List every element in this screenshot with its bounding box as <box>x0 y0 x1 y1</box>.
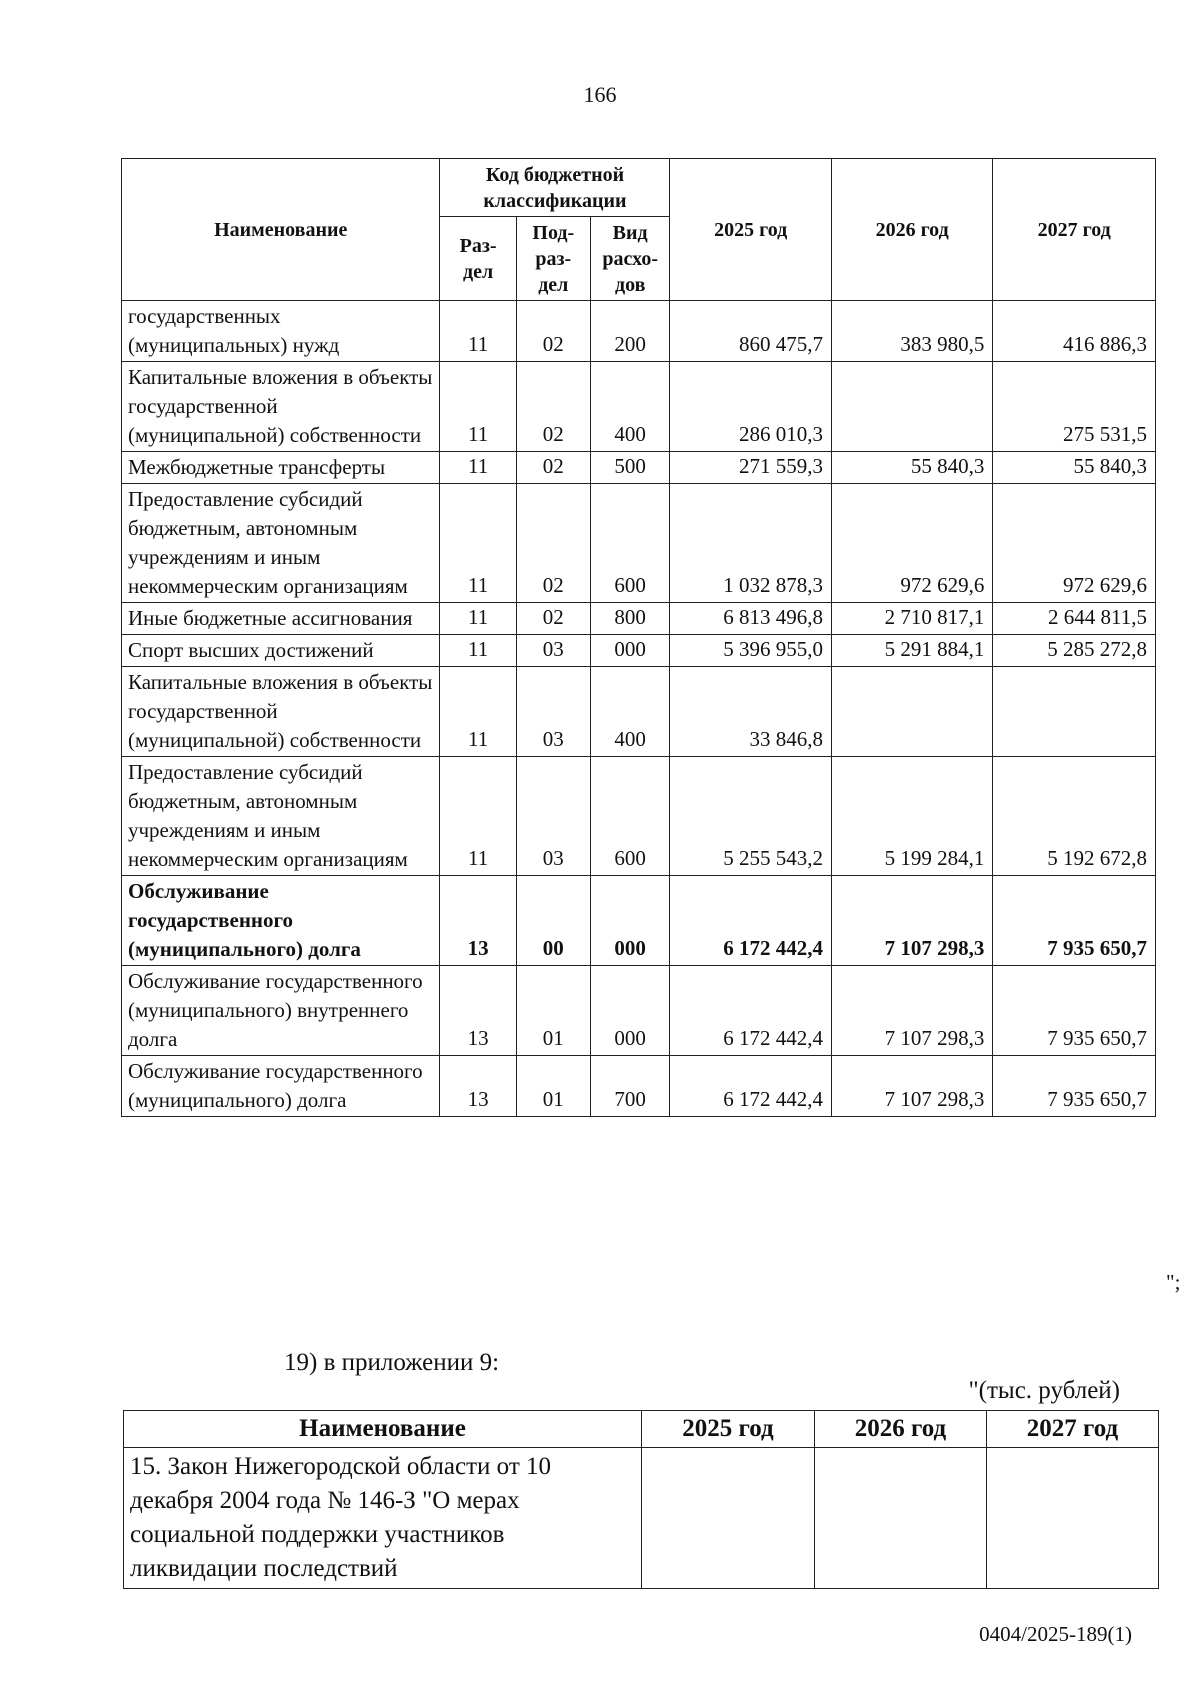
row-value-2025: 33 846,8 <box>670 667 831 757</box>
row-name: Иные бюджетные ассигнования <box>122 603 440 635</box>
table-row <box>122 362 1156 452</box>
row-value-2026: 972 629,6 <box>831 484 992 603</box>
row-expense-type: 500 <box>590 452 670 484</box>
page-number: 166 <box>583 82 617 107</box>
row-value-2026: 5 291 884,1 <box>831 635 992 667</box>
row-value-2027: 5 285 272,8 <box>993 635 1156 667</box>
header-code-group: Код бюджетной классификации <box>440 159 670 217</box>
row-value-2026 <box>831 362 992 452</box>
row-name: Предоставление субсидий бюджетным, автономным учреждениям и иным некоммерческим организациям <box>122 757 440 876</box>
row-value-2025: 286 010,3 <box>670 362 831 452</box>
table-row <box>122 635 1156 667</box>
header-2027: 2027 год <box>993 159 1156 301</box>
row-value-2026: 7 107 298,3 <box>831 876 992 966</box>
row-value-2026: 2 710 817,1 <box>831 603 992 635</box>
table-row <box>122 667 1156 757</box>
row-name: Обслуживание государственного (муниципального) долга <box>122 1056 440 1117</box>
header-section: Раз- дел <box>440 217 516 301</box>
header-2027: 2027 год <box>987 1411 1159 1448</box>
row-section: 11 <box>440 667 516 757</box>
row-expense-type: 600 <box>590 757 670 876</box>
row-name: Спорт высших достижений <box>122 635 440 667</box>
row-name: Предоставление субсидий бюджетным, автономным учреждениям и иным некоммерческим организациям <box>122 484 440 603</box>
row-value-2027 <box>987 1448 1159 1589</box>
table-row <box>122 603 1156 635</box>
row-value-2025: 1 032 878,3 <box>670 484 831 603</box>
header-name: Наименование <box>122 159 440 301</box>
row-value-2027 <box>993 667 1156 757</box>
row-value-2026: 383 980,5 <box>831 301 992 362</box>
row-value-2025: 5 255 543,2 <box>670 757 831 876</box>
row-value-2027: 7 935 650,7 <box>993 876 1156 966</box>
row-subsection: 02 <box>516 452 590 484</box>
row-value-2026: 55 840,3 <box>831 452 992 484</box>
section-title: 19) в приложении 9: <box>284 1349 500 1376</box>
row-subsection: 00 <box>516 876 590 966</box>
row-value-2027: 7 935 650,7 <box>993 966 1156 1056</box>
header-expense-type: Вид расхо- дов <box>590 217 670 301</box>
row-name: государственных (муниципальных) нужд <box>122 301 440 362</box>
row-expense-type: 000 <box>590 966 670 1056</box>
row-section: 13 <box>440 1056 516 1117</box>
row-value-2027: 2 644 811,5 <box>993 603 1156 635</box>
budget-classification-table <box>121 158 1156 1117</box>
row-expense-type: 400 <box>590 362 670 452</box>
row-name: Капитальные вложения в объекты государственной (муниципальной) собственности <box>122 667 440 757</box>
row-value-2025: 6 813 496,8 <box>670 603 831 635</box>
units-note: "(тыс. рублей) <box>968 1377 1120 1404</box>
row-section: 13 <box>440 876 516 966</box>
row-name: Межбюджетные трансферты <box>122 452 440 484</box>
row-section: 11 <box>440 757 516 876</box>
row-section: 13 <box>440 966 516 1056</box>
row-expense-type: 200 <box>590 301 670 362</box>
table-row <box>122 301 1156 362</box>
row-subsection: 02 <box>516 301 590 362</box>
table-row <box>122 966 1156 1056</box>
row-value-2025: 6 172 442,4 <box>670 1056 831 1117</box>
row-name: Обслуживание государственного (муниципального) долга <box>122 876 440 966</box>
row-value-2027: 972 629,6 <box>993 484 1156 603</box>
table-row <box>124 1448 1159 1589</box>
header-2026: 2026 год <box>815 1411 987 1448</box>
row-expense-type: 000 <box>590 876 670 966</box>
row-subsection: 02 <box>516 484 590 603</box>
table-row <box>122 452 1156 484</box>
table-row <box>122 1056 1156 1117</box>
document-code: 0404/2025-189(1) <box>979 1622 1132 1646</box>
table-row <box>122 484 1156 603</box>
table-row <box>122 757 1156 876</box>
row-subsection: 02 <box>516 603 590 635</box>
row-expense-type: 400 <box>590 667 670 757</box>
row-name: Обслуживание государственного (муниципального) внутреннего долга <box>122 966 440 1056</box>
row-subsection: 03 <box>516 635 590 667</box>
row-name: Капитальные вложения в объекты государственной (муниципальной) собственности <box>122 362 440 452</box>
row-value-2027: 275 531,5 <box>993 362 1156 452</box>
row-subsection: 03 <box>516 667 590 757</box>
row-value-2025: 6 172 442,4 <box>670 876 831 966</box>
closing-quote-mark: "; <box>1166 1270 1181 1294</box>
header-subsection: Под- раз- дел <box>516 217 590 301</box>
row-section: 11 <box>440 603 516 635</box>
header-2025: 2025 год <box>670 159 831 301</box>
row-value-2027: 55 840,3 <box>993 452 1156 484</box>
row-expense-type: 000 <box>590 635 670 667</box>
row-value-2026: 5 199 284,1 <box>831 757 992 876</box>
row-value-2027: 5 192 672,8 <box>993 757 1156 876</box>
row-value-2026 <box>831 667 992 757</box>
row-subsection: 01 <box>516 1056 590 1117</box>
row-value-2025: 271 559,3 <box>670 452 831 484</box>
row-subsection: 02 <box>516 362 590 452</box>
appendix-9-table <box>123 1410 1159 1589</box>
row-value-2026 <box>815 1448 987 1589</box>
row-value-2026: 7 107 298,3 <box>831 1056 992 1117</box>
header-2025: 2025 год <box>642 1411 815 1448</box>
row-section: 11 <box>440 635 516 667</box>
row-section: 11 <box>440 301 516 362</box>
row-value-2027: 416 886,3 <box>993 301 1156 362</box>
row-expense-type: 800 <box>590 603 670 635</box>
row-section: 11 <box>440 362 516 452</box>
row-section: 11 <box>440 452 516 484</box>
row-value-2025 <box>642 1448 815 1589</box>
row-value-2027: 7 935 650,7 <box>993 1056 1156 1117</box>
header-2026: 2026 год <box>831 159 992 301</box>
header-name: Наименование <box>124 1411 642 1448</box>
row-section: 11 <box>440 484 516 603</box>
row-name: 15. Закон Нижегородской области от 10 декабря 2004 года № 146-З "О мерах социальной поддержки участников ликвидации последствий <box>124 1448 642 1589</box>
row-value-2025: 6 172 442,4 <box>670 966 831 1056</box>
row-value-2025: 5 396 955,0 <box>670 635 831 667</box>
row-subsection: 03 <box>516 757 590 876</box>
table-row-total <box>122 876 1156 966</box>
row-value-2026: 7 107 298,3 <box>831 966 992 1056</box>
row-value-2025: 860 475,7 <box>670 301 831 362</box>
row-expense-type: 600 <box>590 484 670 603</box>
row-expense-type: 700 <box>590 1056 670 1117</box>
row-subsection: 01 <box>516 966 590 1056</box>
